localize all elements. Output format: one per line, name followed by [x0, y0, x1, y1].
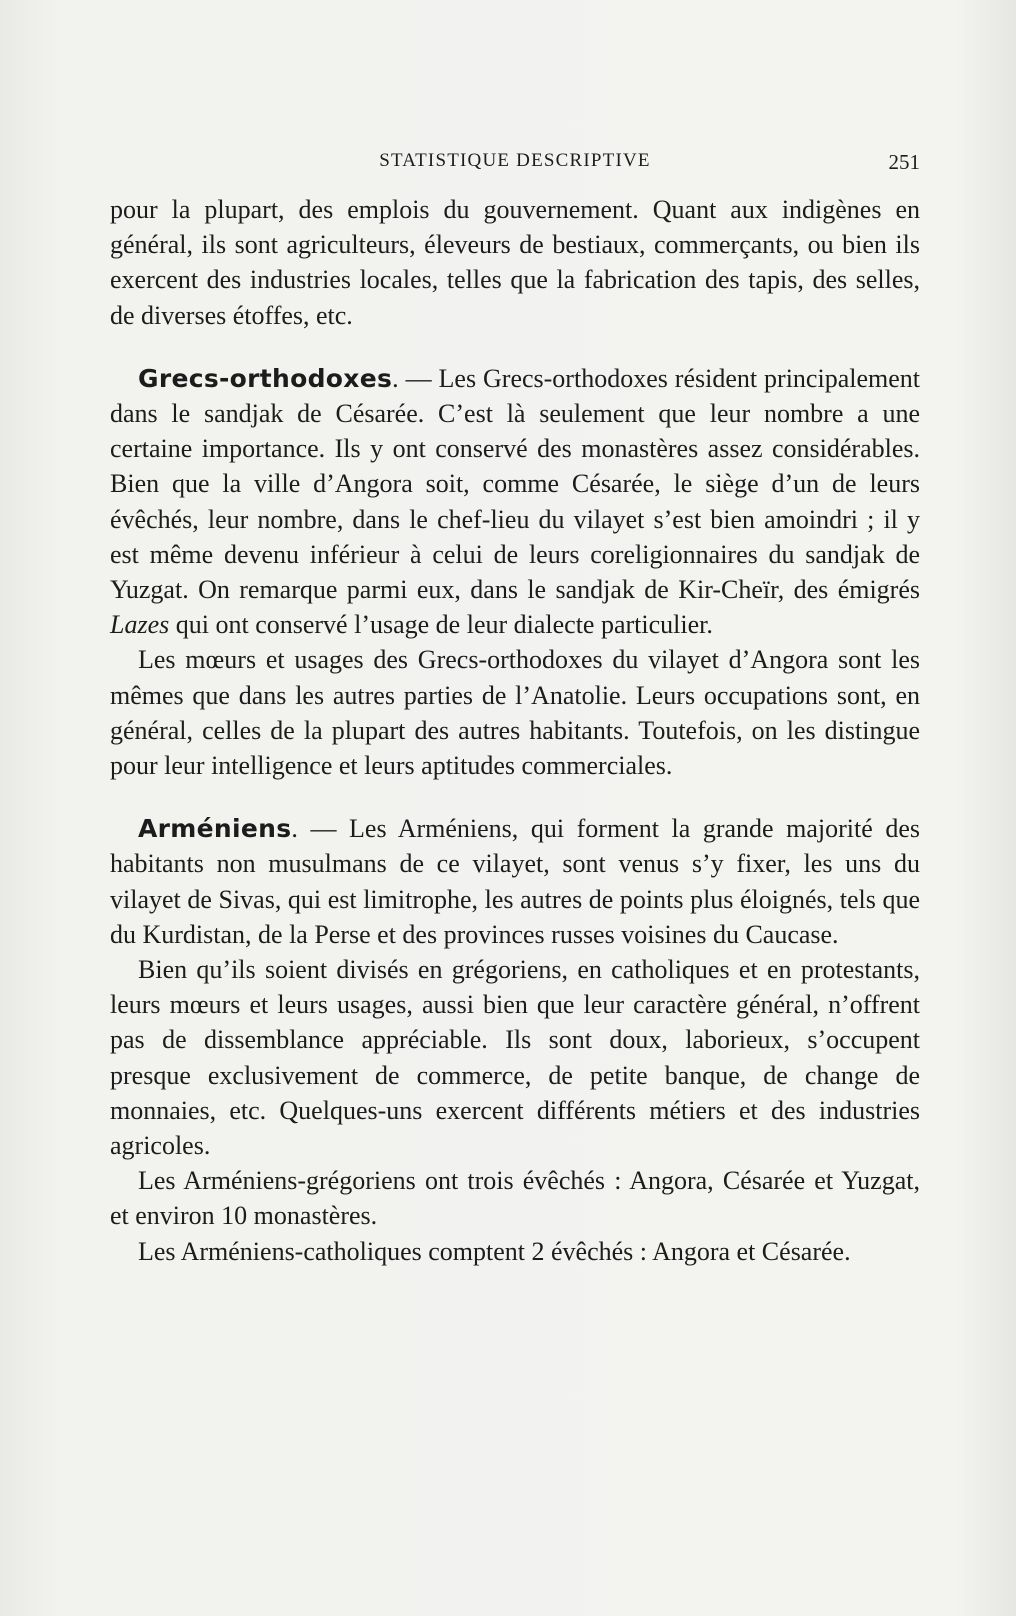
paragraph-armeniens-4: Les Arméniens-catholiques comptent 2 évêchés : Angora et Césarée.: [138, 1236, 851, 1266]
grecs-text-tail: qui ont conservé l’usage de leur dialecte particulier.: [169, 610, 713, 640]
paragraph-grecs-1: [110, 361, 920, 643]
grecs-text-italic: Lazes: [110, 610, 170, 640]
paragraph-grecs-2: Les mœurs et usages des Grecs-orthodoxes du vilayet d’Angora sont les mêmes que dans les autres parties de l’Anatolie. Leurs occupations sont, en général, celles de la plupart des autres habitants. Toutefois, on les distingue pour leur intelligence et leurs aptitudes commerciales.: [110, 645, 920, 781]
running-title: STATISTIQUE DESCRIPTIVE: [379, 150, 651, 171]
armeniens-text-1: . — Les Arméniens, qui forment la grande majorité des habitants non musulmans de ce vilayet, sont venus s’y fixer, les uns du vilayet de Sivas, qui est limitrophe, les autres de points plus éloignés, tels que du Kurdistan, de la Perse et des provinces russes voisines du Caucase.: [110, 814, 920, 949]
section-heading-armeniens: Arméniens: [138, 814, 292, 844]
paragraph-intro: pour la plupart, des emplois du gouvernement. Quant aux indigènes en général, ils sont agriculteurs, éleveurs de bestiaux, commerçants, ou bien ils exercent des industries locales, telles que la fabrication des tapis, des selles, de diverses étoffes, etc.: [110, 195, 920, 330]
body-text: [110, 192, 920, 1269]
page-header: [110, 150, 920, 184]
paragraph-armeniens-1: [110, 811, 920, 952]
page-number: 251: [888, 150, 920, 174]
paragraph-armeniens-2: Bien qu’ils soient divisés en grégoriens, en catholiques et en protestants, leurs mœurs et leurs usages, aussi bien que leur caractère général, n’offrent pas de dissemblance appréciable. Ils sont doux, laborieux, s’occupent presque exclusivement de commerce, de petite banque, de change de monnaies, etc. Quelques-uns exercent différents métiers et des industries agricoles.: [110, 955, 920, 1161]
section-heading-grecs: Grecs-orthodoxes: [138, 363, 393, 393]
paragraph-armeniens-3: Les Arméniens-grégoriens ont trois évêchés : Angora, Césarée et Yuzgat, et environ 10 monastères.: [110, 1166, 920, 1231]
grecs-text-lead: . — Les Grecs-orthodoxes résident principalement dans le sandjak de Césarée. C’est là seulement que leur nombre a une certaine importance. Ils y ont conservé des monastères assez considérables. Bien que la ville d’Angora soit, comme Césarée, le siège d’un de leurs évêchés, leur nombre, dans le chef-lieu du vilayet s’est bien amoindri ; il y est même devenu inférieur à celui de leurs coreligionnaires du sandjak de Yuzgat. On remarque parmi eux, dans le sandjak de Kir-Cheïr, des émigrés: [110, 363, 920, 605]
